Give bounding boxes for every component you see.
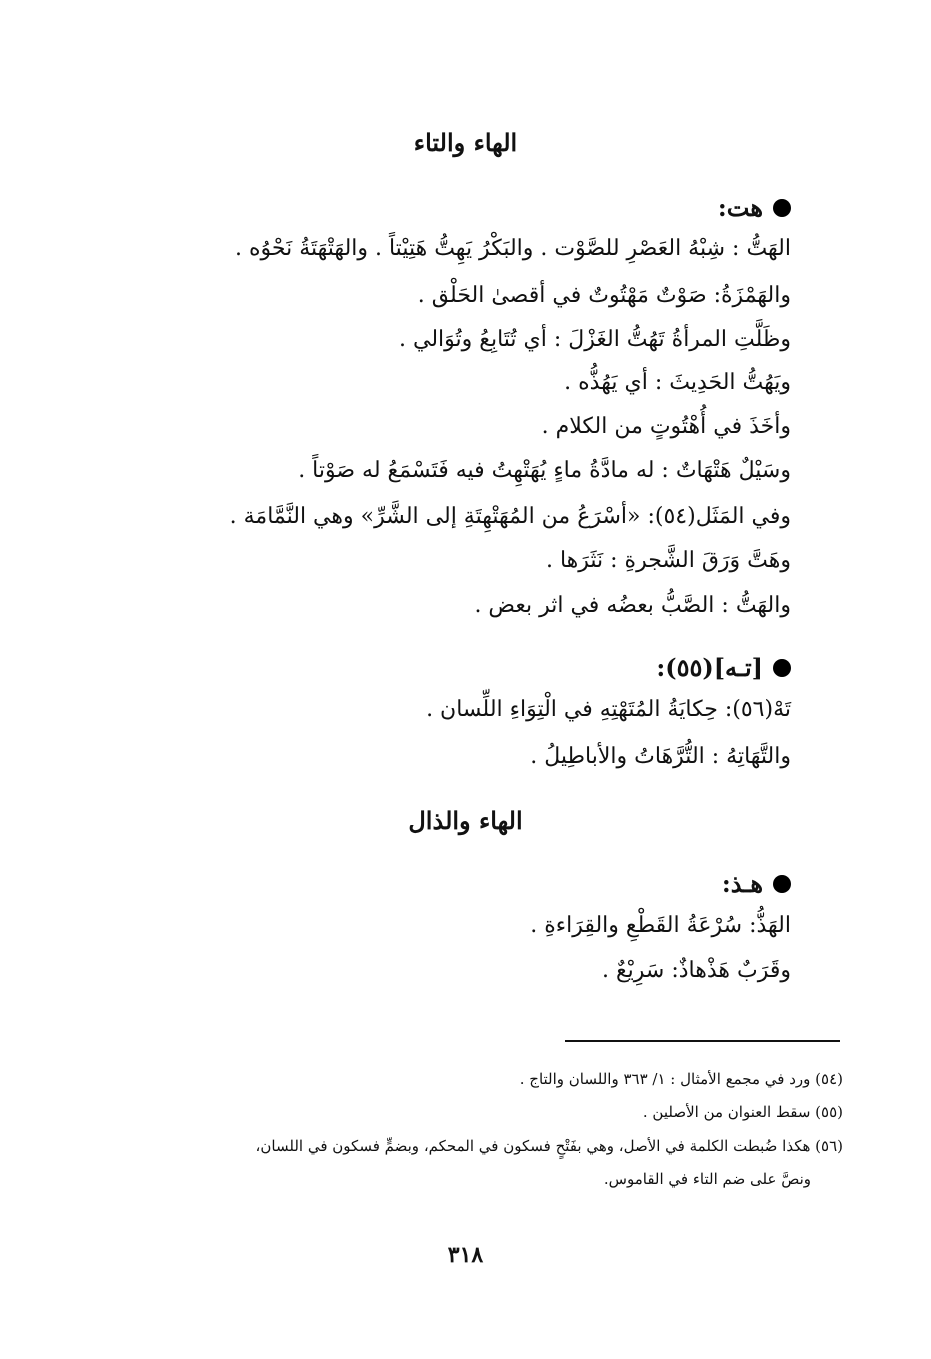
entry-line: وسَيْلٌ هَتْهَاتٌ : له مادَّةُ ماءٍ يُهَتْهِتُ فيه فَتَسْمَعُ له صَوْتاً . <box>298 458 791 483</box>
entry-head-label: هـذ: <box>721 869 763 898</box>
entry-line: والهَمْزَةُ: صَوْتٌ مَهْتُوتٌ في أقصىٰ الحَلْق . <box>417 283 791 308</box>
section-title-ha-dhal: الهاء والذال <box>408 806 523 835</box>
footnote-56: (٥٦) هكذا ضُبطت الكلمة في الأصل، وهي بفَتْحٍ فسكون في المحكم، وبضمٍّ فسكون في اللسان، <box>255 1137 843 1155</box>
footnote-divider <box>565 1040 840 1042</box>
entry-head-hatt <box>718 193 791 222</box>
entry-line: والتَّهَاتِهُ : التُّرَّهَاتُ والأباطِيلُ . <box>530 744 791 769</box>
footnote-56-continuation: ونصَّ على ضم التاء في القاموس. <box>603 1170 811 1188</box>
entry-line: تَهْ(٥٦): حِكايَةُ المُتَهْتِهِ في الْتِوَاءِ اللِّسان . <box>426 697 791 722</box>
entry-head-label: هت: <box>717 193 763 222</box>
footnote-54: (٥٤) ورد في مجمع الأمثال : ١/ ٣٦٣ واللسان والتاج . <box>519 1070 843 1088</box>
bullet-icon <box>773 659 791 677</box>
entry-line: وظَلَّتِ المرأةُ تَهُتُّ الغَزْلَ : أي تُتَابِعُ وتُوَالي . <box>399 327 791 352</box>
entry-line: وأخَذَ في أُهْتُوتٍ من الكلام . <box>541 414 791 439</box>
entry-line: وقَرَبٌ هَذْهاذٌ: سَرِيْعٌ . <box>601 958 791 983</box>
entry-line: والهَتُّ : الصَّبُّ بعضُه في اثر بعض . <box>474 593 791 618</box>
entry-line: وهَتَّ وَرَقَ الشَّجرةِ : نَثَرَها . <box>545 548 791 573</box>
bullet-icon <box>773 199 791 217</box>
page-number: ٣١٨ <box>447 1242 484 1268</box>
bullet-icon <box>773 875 791 893</box>
entry-line: ويَهُتُّ الحَدِيثَ : أي يَهُذُّه . <box>564 370 791 395</box>
section-title-ha-ta: الهاء والتاء <box>413 128 518 157</box>
entry-line: وفي المَثَل(٥٤): «أسْرَعُ من المُهَتْهِتَةِ إلى الشَّرِّ» وهي النَّمَّامَة . <box>229 504 791 529</box>
entry-line: الهَذُّ: سُرْعَةُ القَطْعِ والقِرَاءةِ . <box>530 913 791 938</box>
entry-head-label: [تـه](٥٥): <box>656 653 763 682</box>
entry-head-tah <box>656 653 791 682</box>
entry-line: الهَتُّ : شِبْهُ العَصْرِ للصَّوْت . والبَكْرُ يَهِتُّ هَتِيْتاً . والهَتْهَتَةُ نَحْوُه . <box>235 236 791 261</box>
footnote-55: (٥٥) سقط العنوان من الأصلين . <box>642 1103 843 1121</box>
entry-head-hadh <box>722 869 791 898</box>
